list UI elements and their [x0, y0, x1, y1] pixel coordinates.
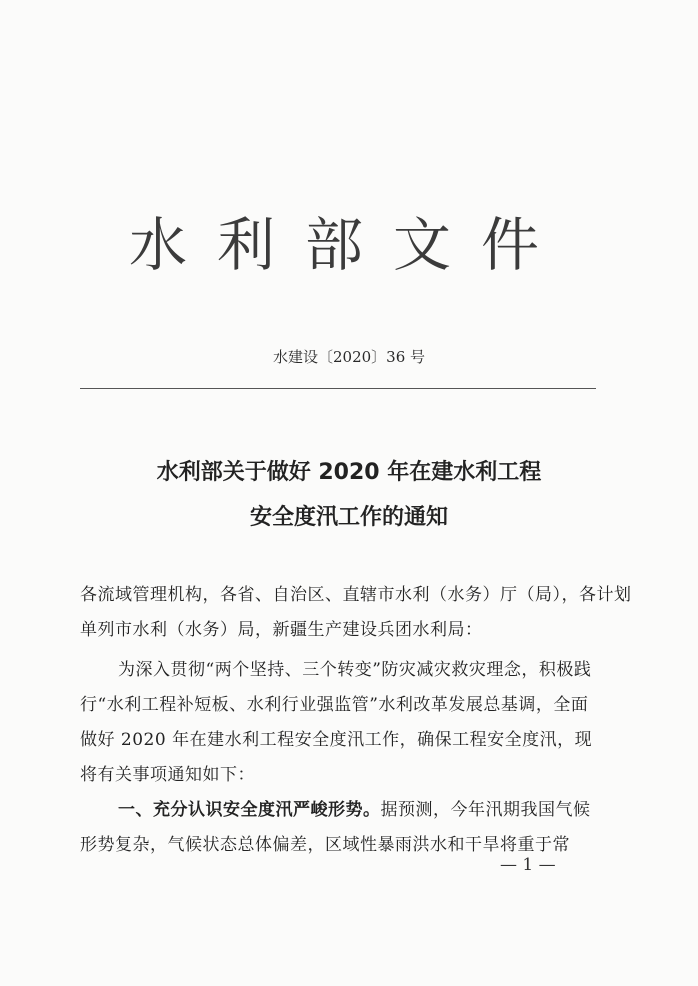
section-1-heading: 一、充分认识安全度汛严峻形势。 [118, 800, 381, 820]
masthead-title: 水利部文件 [128, 211, 569, 279]
section-1-line-2: 形势复杂，气候状态总体偏差，区域性暴雨洪水和干旱将重于常 [80, 835, 570, 855]
paragraph-1-line-4: 将有关事项通知如下： [80, 765, 255, 785]
recipients-line-1: 各流域管理机构，各省、自治区、直辖市水利（水务）厅（局），各计划 [80, 585, 632, 605]
paragraph-1-line-2: 行“水利工程补短板、水利行业强监管”水利改革发展总基调，全面 [80, 695, 589, 715]
notice-title-line-1: 水利部关于做好 2020 年在建水利工程 [156, 460, 542, 485]
header-divider [80, 388, 596, 389]
section-1-text-1: 据预测，今年汛期我国气候 [380, 800, 591, 820]
document-number: 水建设〔2020〕36 号 [272, 348, 426, 366]
notice-title-line-2: 安全度汛工作的通知 [249, 505, 448, 530]
section-1-line-1 [118, 795, 620, 820]
paragraph-1-line-3: 做好 2020 年在建水利工程安全度汛工作，确保工程安全度汛，现 [80, 730, 593, 750]
recipients-line-2: 单列市水利（水务）局，新疆生产建设兵团水利局： [80, 620, 483, 640]
page-number: — 1 — [500, 855, 556, 875]
paragraph-1-line-1: 为深入贯彻“两个坚持、三个转变”防灾减灾救灾理念，积极践 [118, 660, 592, 680]
